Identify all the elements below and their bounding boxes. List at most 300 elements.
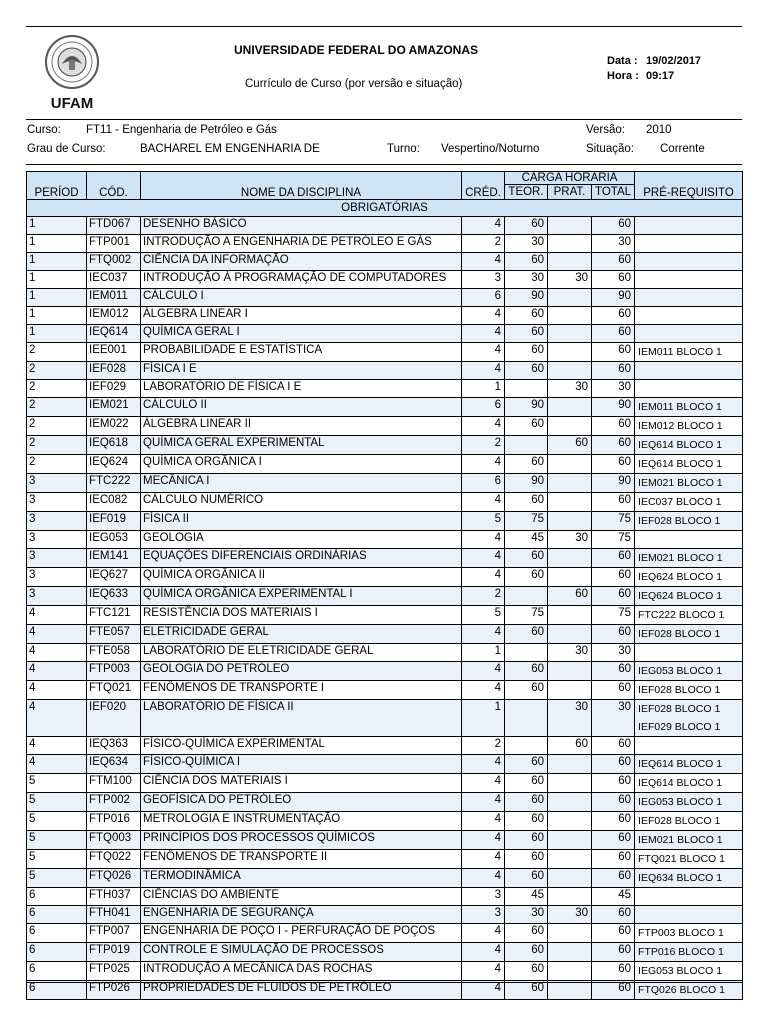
prereq-item: IEF028 BLOCO 1 <box>638 515 721 527</box>
cred-cell: 4 <box>462 549 505 568</box>
total-cell: 45 <box>592 888 635 906</box>
prereq-item: IEQ624 BLOCO 1 <box>638 571 723 583</box>
teor-cell: 60 <box>505 217 548 235</box>
prereq-cell <box>635 380 743 398</box>
total-cell: 60 <box>592 343 635 362</box>
prereq-cell <box>635 888 743 906</box>
periodo-cell: 1 <box>27 235 87 253</box>
table-row <box>27 474 743 493</box>
prereq-cell <box>635 436 743 455</box>
top-rule <box>26 26 742 27</box>
table-row <box>27 343 743 362</box>
code-cell: FTP025 <box>87 962 141 981</box>
teor-cell: 60 <box>505 625 548 644</box>
prat-cell: 30 <box>548 700 592 737</box>
prereq-cell <box>635 812 743 831</box>
teor-cell <box>505 737 548 755</box>
table-row <box>27 531 743 549</box>
teor-cell: 60 <box>505 869 548 888</box>
code-cell: FTM100 <box>87 774 141 793</box>
prereq-item: IEQ614 BLOCO 1 <box>638 777 723 789</box>
prereq-cell <box>635 493 743 512</box>
total-cell: 60 <box>592 253 635 271</box>
code-cell: IEF029 <box>87 380 141 398</box>
table-row <box>27 700 743 737</box>
prereq-cell <box>635 737 743 755</box>
cred-cell: 4 <box>462 755 505 774</box>
code-cell: FTE057 <box>87 625 141 644</box>
total-cell: 60 <box>592 362 635 380</box>
total-cell: 75 <box>592 606 635 625</box>
prat-cell <box>548 417 592 436</box>
prereq-cell <box>635 831 743 850</box>
total-cell: 60 <box>592 625 635 644</box>
prereq-item: IEF029 BLOCO 1 <box>638 721 721 733</box>
table-row <box>27 906 743 924</box>
table-row <box>27 850 743 869</box>
ufam-logo <box>38 34 106 114</box>
turno-label: Turno: <box>387 143 420 155</box>
time-value: 09:17 <box>646 70 675 82</box>
prat-cell <box>548 568 592 587</box>
teor-cell: 60 <box>505 831 548 850</box>
name-cell: FENÔMENOS DE TRANSPORTE I <box>141 681 462 700</box>
prat-cell <box>548 307 592 325</box>
table-row <box>27 217 743 235</box>
code-cell: IEC082 <box>87 493 141 512</box>
teor-cell: 60 <box>505 362 548 380</box>
prat-cell <box>548 755 592 774</box>
code-cell: IEF020 <box>87 700 141 737</box>
periodo-cell: 3 <box>27 493 87 512</box>
prat-cell <box>548 981 592 1000</box>
total-cell: 30 <box>592 700 635 737</box>
table-row <box>27 625 743 644</box>
cred-cell: 4 <box>462 662 505 681</box>
cred-cell: 4 <box>462 568 505 587</box>
name-cell: GEOLOGIA DO PETRÓLEO <box>141 662 462 681</box>
cred-cell: 4 <box>462 681 505 700</box>
name-cell: CÁLCULO I <box>141 289 462 307</box>
code-cell: IEM022 <box>87 417 141 436</box>
cred-cell: 4 <box>462 962 505 981</box>
date-label: Data : <box>607 55 638 67</box>
cred-cell: 4 <box>462 307 505 325</box>
prereq-item: IEM021 BLOCO 1 <box>638 477 723 489</box>
teor-cell: 60 <box>505 774 548 793</box>
teor-cell: 30 <box>505 235 548 253</box>
table-row <box>27 253 743 271</box>
table-row <box>27 512 743 531</box>
total-cell: 30 <box>592 644 635 662</box>
table-row <box>27 568 743 587</box>
total-cell: 60 <box>592 850 635 869</box>
grau-label: Grau de Curso: <box>27 143 106 155</box>
prereq-item: IEQ614 BLOCO 1 <box>638 439 723 451</box>
periodo-cell: 6 <box>27 924 87 943</box>
prereq-item: FTQ021 BLOCO 1 <box>638 853 725 865</box>
periodo-cell: 5 <box>27 850 87 869</box>
table-row <box>27 549 743 568</box>
table-row <box>27 271 743 289</box>
prereq-cell <box>635 271 743 289</box>
total-cell: 60 <box>592 962 635 981</box>
teor-cell: 60 <box>505 681 548 700</box>
prat-cell: 60 <box>548 436 592 455</box>
periodo-cell: 2 <box>27 362 87 380</box>
code-cell: IEF019 <box>87 512 141 531</box>
code-cell: IEQ618 <box>87 436 141 455</box>
curso-label: Curso: <box>27 124 61 136</box>
prereq-cell <box>635 217 743 235</box>
col-nome: NOME DA DISCIPLINA <box>141 172 462 200</box>
teor-cell: 60 <box>505 943 548 962</box>
total-cell: 60 <box>592 271 635 289</box>
table-row <box>27 398 743 417</box>
total-cell: 60 <box>592 737 635 755</box>
prat-cell <box>548 831 592 850</box>
name-cell: METROLOGIA E INSTRUMENTAÇÃO <box>141 812 462 831</box>
periodo-cell: 3 <box>27 512 87 531</box>
code-cell: FTP019 <box>87 943 141 962</box>
total-cell: 60 <box>592 325 635 343</box>
prat-cell <box>548 681 592 700</box>
table-row <box>27 380 743 398</box>
teor-cell <box>505 436 548 455</box>
table-row <box>27 981 743 1000</box>
col-codigo: CÓD. <box>87 172 141 200</box>
prat-cell: 30 <box>548 906 592 924</box>
table-row <box>27 436 743 455</box>
prereq-cell <box>635 981 743 1000</box>
teor-cell: 90 <box>505 398 548 417</box>
total-cell: 60 <box>592 924 635 943</box>
table-row <box>27 943 743 962</box>
teor-cell: 60 <box>505 253 548 271</box>
name-cell: CÁLCULO NUMÉRICO <box>141 493 462 512</box>
prereq-cell <box>635 325 743 343</box>
cred-cell: 5 <box>462 606 505 625</box>
prereq-item: FTP003 BLOCO 1 <box>638 927 724 939</box>
table-row <box>27 325 743 343</box>
prereq-item: IEG053 BLOCO 1 <box>638 965 723 977</box>
name-cell: RESISTÊNCIA DOS MATERIAIS I <box>141 606 462 625</box>
prat-cell <box>548 512 592 531</box>
code-cell: FTH037 <box>87 888 141 906</box>
total-cell: 75 <box>592 531 635 549</box>
prereq-cell <box>635 943 743 962</box>
periodo-cell: 5 <box>27 774 87 793</box>
periodo-cell: 2 <box>27 455 87 474</box>
prereq-cell <box>635 417 743 436</box>
cred-cell: 4 <box>462 455 505 474</box>
prereq-cell <box>635 924 743 943</box>
name-cell: CIÊNCIA DA INFORMAÇÃO <box>141 253 462 271</box>
prereq-item: IEM021 BLOCO 1 <box>638 552 723 564</box>
prat-cell: 30 <box>548 531 592 549</box>
name-cell: ELETRICIDADE GERAL <box>141 625 462 644</box>
periodo-cell: 1 <box>27 307 87 325</box>
periodo-cell: 2 <box>27 417 87 436</box>
prat-cell <box>548 362 592 380</box>
prereq-item: IEF028 BLOCO 1 <box>638 684 721 696</box>
prat-cell <box>548 793 592 812</box>
total-cell: 60 <box>592 436 635 455</box>
prat-cell <box>548 924 592 943</box>
cred-cell: 4 <box>462 253 505 271</box>
prereq-cell <box>635 587 743 606</box>
prereq-cell <box>635 398 743 417</box>
teor-cell: 60 <box>505 793 548 812</box>
name-cell: INTRODUÇÃO À PROGRAMAÇÃO DE COMPUTADORES <box>141 271 462 289</box>
report-subtitle: Currículo de Curso (por versão e situação) <box>245 78 463 90</box>
code-cell: FTH041 <box>87 906 141 924</box>
cred-cell: 4 <box>462 325 505 343</box>
periodo-cell: 6 <box>27 981 87 1000</box>
prat-cell <box>548 235 592 253</box>
code-cell: FTQ021 <box>87 681 141 700</box>
periodo-cell: 1 <box>27 271 87 289</box>
name-cell: CONTROLE E SIMULAÇÃO DE PROCESSOS <box>141 943 462 962</box>
name-cell: LABORATÓRIO DE ELETRICIDADE GERAL <box>141 644 462 662</box>
table-row <box>27 587 743 606</box>
total-cell: 60 <box>592 455 635 474</box>
total-cell: 60 <box>592 869 635 888</box>
code-cell: IEF028 <box>87 362 141 380</box>
turno-value: Vespertino/Noturno <box>441 143 540 155</box>
name-cell: CIÊNCIA DOS MATERIAIS I <box>141 774 462 793</box>
prereq-cell <box>635 455 743 474</box>
prereq-cell <box>635 253 743 271</box>
total-cell: 60 <box>592 587 635 606</box>
versao-value: 2010 <box>646 124 672 136</box>
total-cell: 60 <box>592 681 635 700</box>
name-cell: MECÂNICA I <box>141 474 462 493</box>
prat-cell <box>548 474 592 493</box>
col-periodo: PERÍOD <box>27 172 87 200</box>
periodo-cell: 4 <box>27 755 87 774</box>
prat-cell <box>548 962 592 981</box>
cred-cell: 4 <box>462 812 505 831</box>
total-cell: 90 <box>592 289 635 307</box>
code-cell: IEG053 <box>87 531 141 549</box>
prat-cell <box>548 662 592 681</box>
name-cell: LABORATÓRIO DE FÍSICA II <box>141 700 462 737</box>
course-rule <box>26 164 742 165</box>
teor-cell: 30 <box>505 906 548 924</box>
teor-cell: 60 <box>505 962 548 981</box>
cred-cell: 3 <box>462 888 505 906</box>
code-cell: IEQ614 <box>87 325 141 343</box>
name-cell: FÍSICO-QUÍMICA EXPERIMENTAL <box>141 737 462 755</box>
cred-cell: 4 <box>462 625 505 644</box>
code-cell: IEQ634 <box>87 755 141 774</box>
table-row <box>27 831 743 850</box>
logo-text: UFAM <box>50 95 94 112</box>
teor-cell: 60 <box>505 343 548 362</box>
name-cell: FENÔMENOS DE TRANSPORTE II <box>141 850 462 869</box>
name-cell: ÁLGEBRA LINEAR II <box>141 417 462 436</box>
prereq-item: IEQ634 BLOCO 1 <box>638 872 723 884</box>
col-total: TOTAL <box>592 185 635 200</box>
prat-cell: 30 <box>548 271 592 289</box>
teor-cell: 60 <box>505 325 548 343</box>
code-cell: IEQ363 <box>87 737 141 755</box>
code-cell: IEE001 <box>87 343 141 362</box>
total-cell: 30 <box>592 235 635 253</box>
table-row <box>27 888 743 906</box>
cred-cell: 2 <box>462 436 505 455</box>
periodo-cell: 5 <box>27 793 87 812</box>
prat-cell <box>548 398 592 417</box>
teor-cell: 60 <box>505 662 548 681</box>
table-row <box>27 417 743 436</box>
code-cell: FTC121 <box>87 606 141 625</box>
date-value: 19/02/2017 <box>646 55 702 67</box>
prat-cell <box>548 493 592 512</box>
table-row <box>27 869 743 888</box>
periodo-cell: 4 <box>27 662 87 681</box>
total-cell: 60 <box>592 549 635 568</box>
situacao-label: Situação: <box>586 143 634 155</box>
table-row <box>27 493 743 512</box>
periodo-cell: 6 <box>27 906 87 924</box>
name-cell: QUÍMICA GERAL I <box>141 325 462 343</box>
total-cell: 60 <box>592 755 635 774</box>
cred-cell: 5 <box>462 512 505 531</box>
prat-cell <box>548 343 592 362</box>
prereq-item: IEF028 BLOCO 1 <box>638 703 721 715</box>
prat-cell <box>548 455 592 474</box>
cred-cell: 4 <box>462 531 505 549</box>
code-cell: FTD067 <box>87 217 141 235</box>
teor-cell: 60 <box>505 755 548 774</box>
name-cell: DESENHO BÁSICO <box>141 217 462 235</box>
cred-cell: 4 <box>462 943 505 962</box>
periodo-cell: 1 <box>27 289 87 307</box>
table-row <box>27 681 743 700</box>
table-row <box>27 962 743 981</box>
periodo-cell: 4 <box>27 644 87 662</box>
table-row <box>27 362 743 380</box>
name-cell: PROPRIEDADES DE FLUIDOS DE PETRÓLEO <box>141 981 462 1000</box>
periodo-cell: 1 <box>27 253 87 271</box>
total-cell: 60 <box>592 662 635 681</box>
prereq-cell <box>635 606 743 625</box>
teor-cell: 60 <box>505 568 548 587</box>
code-cell: FTP001 <box>87 235 141 253</box>
prereq-cell <box>635 793 743 812</box>
prereq-cell <box>635 235 743 253</box>
table-row <box>27 793 743 812</box>
university-title: UNIVERSIDADE FEDERAL DO AMAZONAS <box>234 43 479 57</box>
periodo-cell: 4 <box>27 625 87 644</box>
prereq-cell <box>635 474 743 493</box>
periodo-cell: 2 <box>27 436 87 455</box>
total-cell: 90 <box>592 474 635 493</box>
cred-cell: 6 <box>462 289 505 307</box>
code-cell: FTP002 <box>87 793 141 812</box>
cred-cell: 1 <box>462 380 505 398</box>
cred-cell: 6 <box>462 474 505 493</box>
code-cell: FTC222 <box>87 474 141 493</box>
code-cell: IEM011 <box>87 289 141 307</box>
grau-value: BACHAREL EM ENGENHARIA DE <box>140 143 320 155</box>
code-cell: IEM021 <box>87 398 141 417</box>
periodo-cell: 3 <box>27 531 87 549</box>
periodo-cell: 1 <box>27 217 87 235</box>
cred-cell: 4 <box>462 793 505 812</box>
prereq-item: IEF028 BLOCO 1 <box>638 628 721 640</box>
prat-cell <box>548 869 592 888</box>
name-cell: TERMODINÂMICA <box>141 869 462 888</box>
prereq-cell <box>635 774 743 793</box>
name-cell: PROBABILIDADE E ESTATÍSTICA <box>141 343 462 362</box>
situacao-value: Corrente <box>660 143 705 155</box>
curriculum-table <box>26 171 743 1000</box>
periodo-cell: 3 <box>27 587 87 606</box>
name-cell: ENGENHARIA DE SEGURANÇA <box>141 906 462 924</box>
code-cell: IEQ633 <box>87 587 141 606</box>
cred-cell: 4 <box>462 850 505 869</box>
prereq-cell <box>635 289 743 307</box>
bottom-rule <box>26 982 742 983</box>
prat-cell <box>548 812 592 831</box>
periodo-cell: 5 <box>27 812 87 831</box>
prat-cell <box>548 325 592 343</box>
cred-cell: 4 <box>462 493 505 512</box>
teor-cell: 60 <box>505 549 548 568</box>
teor-cell <box>505 700 548 737</box>
teor-cell: 90 <box>505 289 548 307</box>
code-cell: FTP016 <box>87 812 141 831</box>
cred-cell: 4 <box>462 869 505 888</box>
total-cell: 60 <box>592 568 635 587</box>
total-cell: 60 <box>592 307 635 325</box>
prereq-cell <box>635 681 743 700</box>
prereq-item: IEQ614 BLOCO 1 <box>638 458 723 470</box>
prat-cell <box>548 774 592 793</box>
total-cell: 60 <box>592 774 635 793</box>
prat-cell <box>548 625 592 644</box>
cred-cell: 4 <box>462 831 505 850</box>
code-cell: FTP007 <box>87 924 141 943</box>
teor-cell: 75 <box>505 512 548 531</box>
teor-cell: 60 <box>505 812 548 831</box>
prat-cell <box>548 549 592 568</box>
prereq-cell <box>635 625 743 644</box>
prat-cell: 30 <box>548 644 592 662</box>
code-cell: FTP026 <box>87 981 141 1000</box>
teor-cell: 75 <box>505 606 548 625</box>
code-cell: IEQ627 <box>87 568 141 587</box>
prat-cell <box>548 289 592 307</box>
prat-cell: 30 <box>548 380 592 398</box>
prereq-item: FTC222 BLOCO 1 <box>638 609 725 621</box>
periodo-cell: 4 <box>27 681 87 700</box>
name-cell: GEOFÍSICA DO PETRÓLEO <box>141 793 462 812</box>
prereq-item: IEF028 BLOCO 1 <box>638 815 721 827</box>
table-row <box>27 662 743 681</box>
prereq-item: FTQ026 BLOCO 1 <box>638 984 725 996</box>
name-cell: ÁLGEBRA LINEAR I <box>141 307 462 325</box>
table-row <box>27 307 743 325</box>
total-cell: 60 <box>592 493 635 512</box>
name-cell: QUÍMICA ORGÂNICA EXPERIMENTAL I <box>141 587 462 606</box>
total-cell: 75 <box>592 512 635 531</box>
prereq-cell <box>635 362 743 380</box>
table-row <box>27 924 743 943</box>
